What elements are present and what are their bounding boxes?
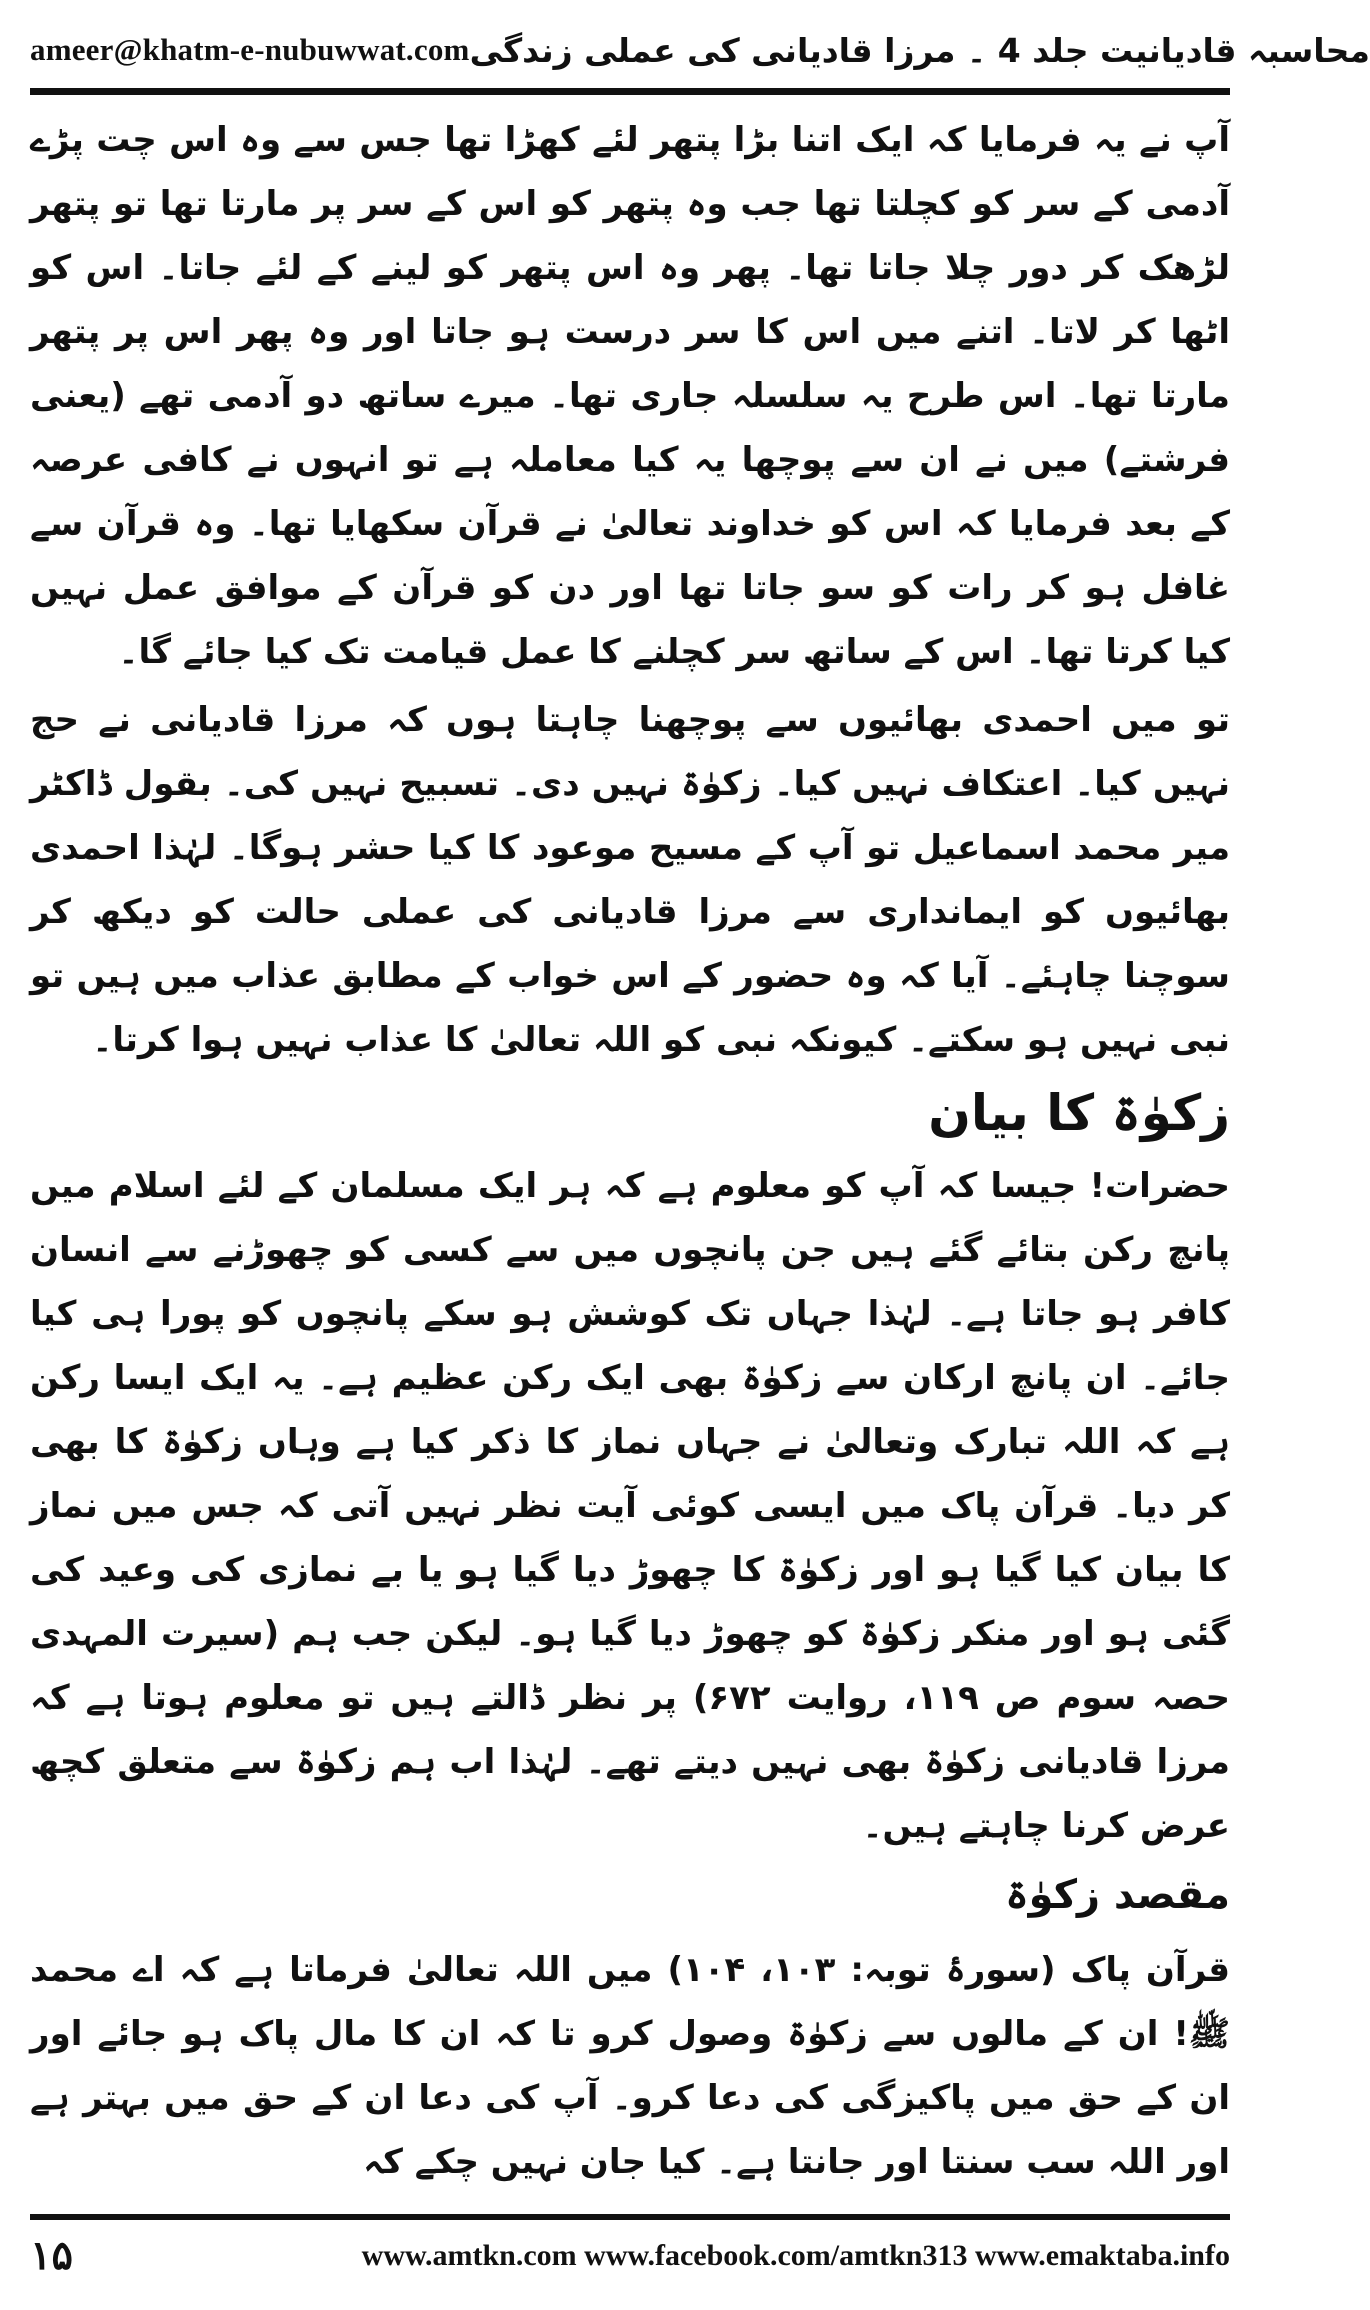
section-heading-zakat: زکوٰۃ کا بیان — [928, 1084, 1230, 1142]
footer-links: www.amtkn.com www.facebook.com/amtkn313 www.emaktaba.info — [361, 2239, 1230, 2272]
header-rule — [30, 88, 1230, 95]
section-heading-purpose-of-zakat: مقصد زکوٰۃ — [1005, 1872, 1230, 1918]
body-paragraph-4: قرآن پاک (سورۂ توبہ: ۱۰۳، ۱۰۴) میں اللہ تعالیٰ فرماتا ہے کہ اے محمد ﷺ! ان کے مالوں سے زکوٰۃ وصول کرو تا کہ ان کا مال پاک ہو جائے اور ان کے حق میں پاکیزگی کی دعا کرو۔ آپ کی دعا ان کے حق میں بہتر ہے اور اللہ سب سنتا اور جانتا ہے۔ کیا جان نہیں چکے کہ — [30, 1950, 1230, 2182]
page-number: ۱۵ — [30, 2234, 73, 2278]
page-header — [30, 14, 1370, 86]
page-footer — [30, 2226, 1230, 2286]
body-paragraph-3: حضرات! جیسا کہ آپ کو معلوم ہے کہ ہر ایک مسلمان کے لئے اسلام میں پانچ رکن بتائے گئے ہیں جن پانچوں میں سے کسی کو چھوڑنے سے انسان کافر ہو جاتا ہے۔ لہٰذا جہاں تک کوشش ہو سکے پانچوں کو پورا ہی کیا جائے۔ ان پانچ ارکان سے زکوٰۃ بھی ایک رکن عظیم ہے۔ یہ ایک ایسا رکن ہے کہ اللہ تبارک وتعالیٰ نے جہاں نماز کا ذکر کیا ہے وہاں زکوٰۃ کا بھی کر دیا۔ قرآن پاک میں ایسی کوئی آیت نظر نہیں آتی کہ جس میں نماز کا بیان کیا گیا ہو اور زکوٰۃ کا چھوڑ دیا گیا ہو یا بے نمازی کی وعید کی گئی ہو اور منکر زکوٰۃ کو چھوڑ دیا گیا ہو۔ لیکن جب ہم (سیرت المہدی حصہ سوم ص ۱۱۹، روایت ۶۷۲) پر نظر ڈالتے ہیں تو معلوم ہوتا ہے کہ مرزا قادیانی زکوٰۃ بھی نہیں دیتے تھے۔ لہٰذا اب ہم زکوٰۃ سے متعلق کچھ عرض کرنا چاہتے ہیں۔ — [30, 1166, 1230, 1846]
page-body — [30, 108, 1230, 2182]
header-email: ameer@khatm-e-nubuwwat.com — [30, 32, 470, 67]
header-title: محاسبہ قادیانیت جلد 4 ۔ مرزا قادیانی کی عملی زندگی — [469, 30, 1370, 70]
body-paragraph-1: آپ نے یہ فرمایا کہ ایک اتنا بڑا پتھر لئے کھڑا تھا جس سے وہ اس چت پڑے آدمی کے سر کو کچلتا تھا جب وہ پتھر کو اس کے سر پر مارتا تھا تو پتھر لڑھک کر دور چلا جاتا تھا۔ پھر وہ اس پتھر کو لینے کے لئے جاتا۔ اس کو اٹھا کر لاتا۔ اتنے میں اس کا سر درست ہو جاتا اور وہ پھر اس پر پتھر مارتا تھا۔ اس طرح یہ سلسلہ جاری تھا۔ میرے ساتھ دو آدمی تھے (یعنی فرشتے) میں نے ان سے پوچھا یہ کیا معاملہ ہے تو انہوں نے کافی عرصہ کے بعد فرمایا کہ اس کو خداوند تعالیٰ نے قرآن سکھایا تھا۔ وہ قرآن سے غافل ہو کر رات کو سو جاتا تھا اور دن کو قرآن کے موافق عمل نہیں کیا کرتا تھا۔ اس کے ساتھ سر کچلنے کا عمل قیامت تک کیا جائے گا۔ — [30, 120, 1230, 672]
footer-rule — [30, 2214, 1230, 2220]
body-paragraph-2: تو میں احمدی بھائیوں سے پوچھنا چاہتا ہوں کہ مرزا قادیانی نے حج نہیں کیا۔ اعتکاف نہیں کیا۔ زکوٰۃ نہیں دی۔ تسبیح نہیں کی۔ بقول ڈاکٹر میر محمد اسماعیل تو آپ کے مسیح موعود کا کیا حشر ہوگا۔ لہٰذا احمدی بھائیوں کو ایمانداری سے مرزا قادیانی کی عملی حالت کو دیکھ کر سوچنا چاہئے۔ آیا کہ وہ حضور کے اس خواب کے مطابق عذاب میں ہیں تو نبی نہیں ہو سکتے۔ کیونکہ نبی کو اللہ تعالیٰ کا عذاب نہیں ہوا کرتا۔ — [30, 700, 1230, 1060]
